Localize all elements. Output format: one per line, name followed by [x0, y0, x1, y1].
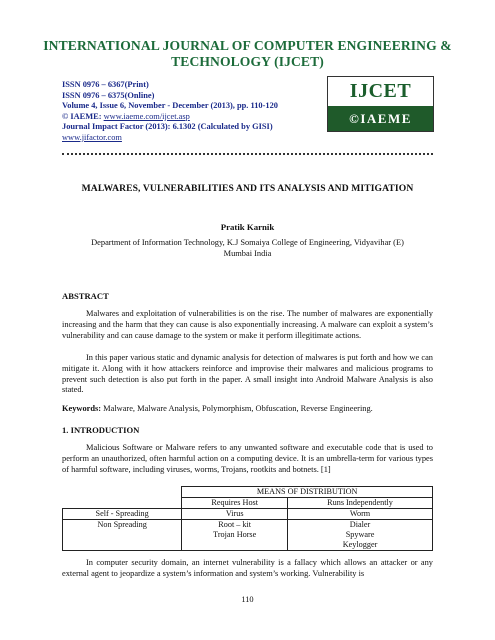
- logo-text-iaeme: ©IAEME: [328, 106, 433, 131]
- table-cell: Virus: [182, 509, 288, 520]
- abstract-paragraph-1: Malwares and exploitation of vulnerabilities is on the rise. The number of malwares are exponentially increasing and the harm that they can cause is also exponentially increasing. A malware can exploit a system’s vulnerability and can cause damage to the system or make it perform illegitimate actions.: [62, 309, 433, 340]
- table-col-runs-independently: Runs Independently: [288, 498, 433, 509]
- table-cell-line: Dialer: [349, 520, 371, 529]
- table-row: [63, 509, 433, 520]
- author-name: Pratik Karnik: [220, 222, 275, 232]
- iaeme-line: [62, 112, 322, 123]
- issn-online: ISSN 0976 – 6375(Online): [62, 90, 155, 100]
- keywords: [62, 404, 433, 415]
- table-cell: [288, 520, 433, 551]
- volume-info: Volume 4, Issue 6, November - December (2013), pp. 110-120: [62, 101, 278, 111]
- table-cell-line: Trojan Horse: [213, 530, 257, 539]
- issn-print: ISSN 0976 – 6367(Print): [62, 80, 149, 89]
- table-row: [63, 520, 433, 551]
- table-header: MEANS OF DISTRIBUTION: [182, 487, 433, 498]
- impact-factor: Journal Impact Factor (2013): 6.1302 (Calculated by GISI): [62, 122, 273, 132]
- table-cell: Worm: [288, 509, 433, 520]
- author-affiliation: [62, 237, 433, 259]
- ijcet-logo: [327, 76, 434, 132]
- jifactor-link[interactable]: www.jifactor.com: [62, 132, 122, 142]
- affiliation-line2: Mumbai India: [223, 249, 272, 258]
- table-cell-line: Keylogger: [342, 540, 378, 549]
- introduction-heading: 1. INTRODUCTION: [62, 425, 140, 435]
- table-cell: [182, 520, 288, 551]
- logo-text-ijcet: IJCET: [349, 80, 412, 102]
- table-cell-line: Spyware: [345, 530, 375, 539]
- page-number: 110: [241, 595, 254, 604]
- dotted-divider: [62, 153, 433, 155]
- distribution-table: [62, 486, 433, 551]
- keywords-label: Keywords:: [62, 404, 102, 413]
- keywords-text: Malware, Malware Analysis, Polymorphism, Obfuscation, Reverse Engineering.: [101, 404, 373, 413]
- iaeme-link[interactable]: www.iaeme.com/ijcet.asp: [103, 111, 190, 121]
- table-cell-line: Root – kit: [218, 520, 252, 529]
- paper-title: MALWARES, VULNERABILITIES AND ITS ANALYSIS AND MITIGATION: [81, 183, 414, 194]
- introduction-paragraph-1: Malicious Software or Malware refers to any unwanted software and executable code that is used to perform an unauthorized, often harmful action on a computing device. It is an umbrella-term for various types of harmful software, including viruses, worms, Trojans, rootkits and botnets. [1]: [62, 443, 433, 474]
- abstract-paragraph-2: In this paper various static and dynamic analysis for detection of malwares is put forth and how we can mitigate it. Along with it how attackers reinforce and improvise their malwares and malicious programs to prevent such detection is also put forth in the paper. A small insight into Android Malware Analysis is also stated.: [62, 353, 433, 395]
- affiliation-line1: Department of Information Technology, K.J Somaiya College of Engineering, Vidyavihar (E): [91, 238, 404, 247]
- journal-title-line1: INTERNATIONAL JOURNAL OF COMPUTER ENGINEERING &: [43, 38, 452, 53]
- journal-title: [0, 38, 495, 70]
- introduction-paragraph-2: In computer security domain, an internet vulnerability is a fallacy which allows an attacker or any external agent to jeopardize a system’s information and system’s working. Vulnerability is: [62, 558, 433, 578]
- iaeme-prefix: © IAEME:: [62, 111, 104, 121]
- abstract-heading: ABSTRACT: [62, 291, 109, 301]
- table-row-label: Self - Spreading: [63, 509, 182, 520]
- table-row-label: Non Spreading: [63, 520, 182, 551]
- table-col-requires-host: Requires Host: [182, 498, 288, 509]
- journal-meta: [62, 80, 322, 144]
- journal-title-line2: TECHNOLOGY (IJCET): [171, 54, 324, 69]
